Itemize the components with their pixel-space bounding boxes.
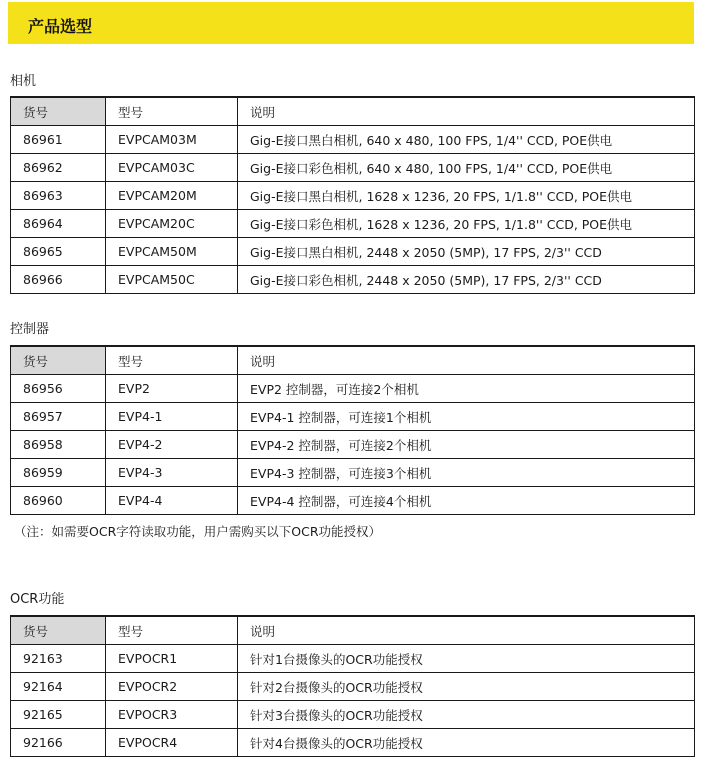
cameras-table: [10, 96, 695, 294]
cell-description: Gig-E接口彩色相机, 1628 x 1236, 20 FPS, 1/1.8'' CCD, POE供电: [238, 210, 695, 238]
table-row: [11, 154, 695, 182]
cell-model: EVP4-3: [106, 459, 238, 487]
cell-description: EVP4-2 控制器，可连接2个相机: [238, 431, 695, 459]
cell-item-no: 86958: [11, 431, 106, 459]
table-row: [11, 126, 695, 154]
header-item-no: 货号: [11, 346, 106, 375]
header-description: 说明: [238, 616, 695, 645]
table-row: [11, 431, 695, 459]
table-row: [11, 673, 695, 701]
cell-item-no: 86961: [11, 126, 106, 154]
cell-model: EVP4-2: [106, 431, 238, 459]
cell-description: Gig-E接口黑白相机, 640 x 480, 100 FPS, 1/4'' CCD, POE供电: [238, 126, 695, 154]
cameras-section-title: 相机: [10, 74, 37, 89]
cell-item-no: 86964: [11, 210, 106, 238]
cell-item-no: 86959: [11, 459, 106, 487]
cell-model: EVP4-1: [106, 403, 238, 431]
header-model: 型号: [106, 97, 238, 126]
table-row: [11, 645, 695, 673]
cell-item-no: 92165: [11, 701, 106, 729]
banner-title: 产品选型: [28, 17, 93, 36]
cell-description: 针对1台摄像头的OCR功能授权: [238, 645, 695, 673]
table-header-row: [11, 97, 695, 126]
header-description: 说明: [238, 346, 695, 375]
table-row: [11, 375, 695, 403]
cell-description: 针对2台摄像头的OCR功能授权: [238, 673, 695, 701]
cell-description: Gig-E接口彩色相机, 640 x 480, 100 FPS, 1/4'' CCD, POE供电: [238, 154, 695, 182]
table-row: [11, 238, 695, 266]
table-header-row: [11, 346, 695, 375]
cell-model: EVPOCR4: [106, 729, 238, 757]
table-row: [11, 182, 695, 210]
cell-item-no: 86963: [11, 182, 106, 210]
ocr-license-note: （注：如需要OCR字符读取功能，用户需购买以下OCR功能授权）: [14, 524, 382, 539]
header-item-no: 货号: [11, 616, 106, 645]
table-header-row: [11, 616, 695, 645]
cell-model: EVP2: [106, 375, 238, 403]
cell-description: Gig-E接口黑白相机, 1628 x 1236, 20 FPS, 1/1.8'' CCD, POE供电: [238, 182, 695, 210]
cell-item-no: 86962: [11, 154, 106, 182]
cell-model: EVPOCR3: [106, 701, 238, 729]
section-banner: [8, 2, 694, 44]
cell-model: EVPCAM50M: [106, 238, 238, 266]
cell-item-no: 92163: [11, 645, 106, 673]
cell-description: EVP4-3 控制器，可连接3个相机: [238, 459, 695, 487]
cell-description: EVP4-1 控制器，可连接1个相机: [238, 403, 695, 431]
cell-item-no: 86966: [11, 266, 106, 294]
cell-description: EVP2 控制器，可连接2个相机: [238, 375, 695, 403]
ocr-section-title: OCR功能: [10, 592, 65, 607]
controllers-table: [10, 345, 695, 515]
table-row: [11, 701, 695, 729]
cell-model: EVPCAM03C: [106, 154, 238, 182]
cell-model: EVPOCR1: [106, 645, 238, 673]
cell-item-no: 86965: [11, 238, 106, 266]
cell-item-no: 86960: [11, 487, 106, 515]
header-description: 说明: [238, 97, 695, 126]
table-row: [11, 459, 695, 487]
table-row: [11, 266, 695, 294]
table-row: [11, 210, 695, 238]
cell-description: Gig-E接口黑白相机, 2448 x 2050 (5MP), 17 FPS, 2/3'' CCD: [238, 238, 695, 266]
cell-description: 针对3台摄像头的OCR功能授权: [238, 701, 695, 729]
header-model: 型号: [106, 616, 238, 645]
cell-description: Gig-E接口彩色相机, 2448 x 2050 (5MP), 17 FPS, 2/3'' CCD: [238, 266, 695, 294]
controllers-section-title: 控制器: [10, 322, 50, 337]
cell-model: EVPOCR2: [106, 673, 238, 701]
cell-model: EVPCAM50C: [106, 266, 238, 294]
table-row: [11, 487, 695, 515]
cell-model: EVPCAM20C: [106, 210, 238, 238]
table-row: [11, 729, 695, 757]
cell-item-no: 92166: [11, 729, 106, 757]
table-row: [11, 403, 695, 431]
cell-description: 针对4台摄像头的OCR功能授权: [238, 729, 695, 757]
cell-item-no: 86956: [11, 375, 106, 403]
ocr-table: [10, 615, 695, 757]
header-item-no: 货号: [11, 97, 106, 126]
cell-model: EVPCAM20M: [106, 182, 238, 210]
cell-model: EVPCAM03M: [106, 126, 238, 154]
header-model: 型号: [106, 346, 238, 375]
cell-item-no: 86957: [11, 403, 106, 431]
cell-item-no: 92164: [11, 673, 106, 701]
cell-description: EVP4-4 控制器，可连接4个相机: [238, 487, 695, 515]
cell-model: EVP4-4: [106, 487, 238, 515]
